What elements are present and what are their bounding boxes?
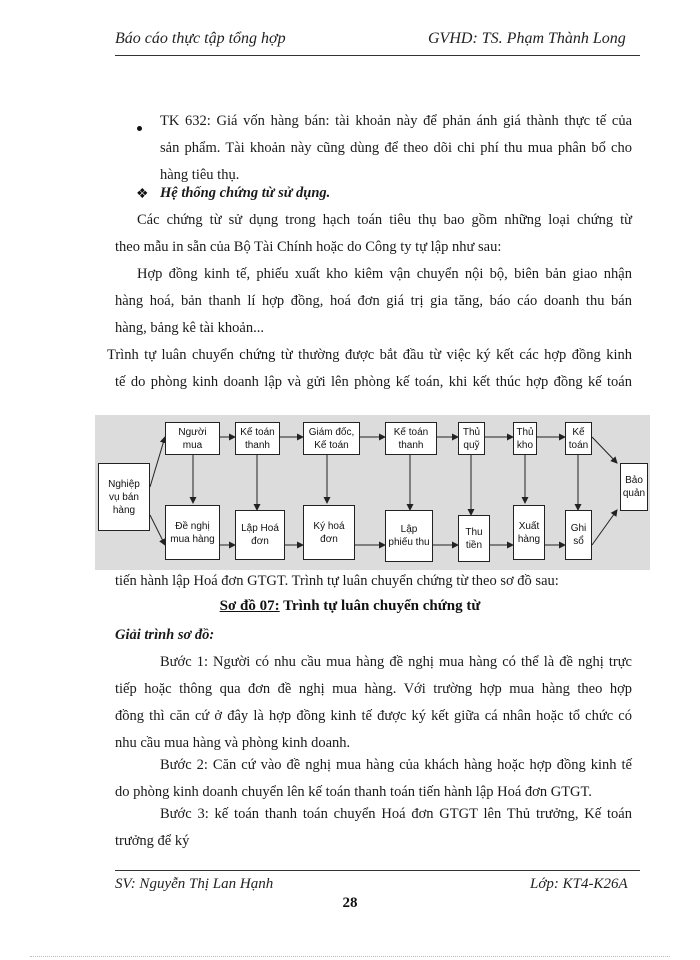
paragraph-line: hàng hoá, bản thanh lí hợp đồng, hoá đơn giá trị gia tăng, báo cáo doanh thu bán [115,293,632,309]
header-rule [115,55,640,56]
step-line: Bước 1: Người có nhu cầu mua hàng đề nghị mua hàng có thể là đề nghị trực [160,654,632,670]
diagram-title [0,598,700,615]
explain-heading: Giải trình sơ đồ: [115,627,215,643]
flow-box-bottom: Ký hoá đơn [303,505,355,560]
bullet-line: sản phẩm. Tài khoản này cũng dùng để theo dõi chi phí thu mua phân bổ cho [160,140,632,156]
section-heading: Hệ thống chứng từ sử dụng. [160,185,331,201]
bullet-line: hàng tiêu thụ. [160,167,240,183]
footer-right: Lớp: KT4-K26A [530,876,628,892]
step-line: Bước 2: Căn cứ vào đề nghị mua hàng của khách hàng hoặc hợp đồng kinh tế [160,757,632,773]
header-left: Báo cáo thực tập tổng hợp [115,30,286,47]
header-right: GVHD: TS. Phạm Thành Long [428,30,626,47]
flow-box-top: Người mua [165,422,220,455]
step-line: đồng thì căn cứ ở đây là hợp đồng kinh tế được ký kết giữa cá nhân hoặc tổ chức có [115,708,632,724]
flow-box-top: Thủ kho [513,422,537,455]
paragraph-line: Trình tự luân chuyển chứng từ thường được bắt đầu từ việc ký kết các hợp đồng kinh [107,347,632,363]
page-edge [30,956,670,957]
diagram-title-text: Trình tự luân chuyển chứng từ [279,598,481,614]
step-line: nhu cầu mua hàng và phòng kinh doanh. [115,735,351,751]
diamond-bullet-icon: ❖ [136,187,149,202]
flow-box-bottom: Lập Hoá đơn [235,510,285,560]
flow-box-bottom: Xuất hàng [513,505,545,560]
flow-box-top: Kế toán [565,422,592,455]
flow-box-top: Kế toán thanh [385,422,437,455]
step-line: do phòng kinh doanh chuyển lên kế toán thanh toán tiến hành lập Hoá đơn GTGT. [115,784,592,800]
paragraph-line: hàng, bảng kê tài khoản... [115,320,264,336]
bullet-line: TK 632: Giá vốn hàng bán: tài khoản này để phản ánh giá thành thực tế của [160,113,632,129]
step-line: trưởng để ký [115,833,190,849]
paragraph-line: Các chứng từ sử dụng trong hạch toán tiêu thụ bao gồm những loại chứng từ [137,212,632,228]
step-line: tiếp hoặc thông qua đơn đề nghị mua hàng. Với trường hợp mua hàng theo hợp [115,681,632,697]
flow-box-start: Nghiệp vụ bán hàng [98,463,150,531]
diagram-title-label: Sơ đồ 07: [219,598,280,614]
flow-diagram [95,415,650,570]
flow-box-top: Kế toán thanh [235,422,280,455]
flow-box-end: Bảo quản [620,463,648,511]
paragraph-line: tiến hành lập Hoá đơn GTGT. Trình tự luân chuyển chứng từ theo sơ đồ sau: [115,573,559,589]
page-number: 28 [342,895,358,911]
footer-left: SV: Nguyễn Thị Lan Hạnh [115,876,274,892]
flow-box-top: Giám đốc, Kế toán [303,422,360,455]
paragraph-line: Hợp đồng kinh tế, phiếu xuất kho kiêm vận chuyển nội bộ, biên bản giao nhận [137,266,632,282]
flow-box-top: Thủ quỹ [458,422,485,455]
bullet-dot [137,126,142,131]
paragraph-line: tế do phòng kinh doanh lập và gửi lên phòng kế toán, khi kết thúc hợp đồng kế toán [115,374,632,390]
step-line: Bước 3: kế toán thanh toán chuyển Hoá đơn GTGT lên Thủ trưởng, Kế toán [160,806,632,822]
flow-box-bottom: Lập phiếu thu [385,510,433,562]
footer-rule [115,870,640,871]
paragraph-line: theo mẫu in sẵn của Bộ Tài Chính hoặc do Công ty tự lập như sau: [115,239,502,255]
flow-box-bottom: Thu tiền [458,515,490,562]
flow-box-bottom: Ghi sổ [565,510,592,560]
flow-box-bottom: Đề nghị mua hàng [165,505,220,560]
